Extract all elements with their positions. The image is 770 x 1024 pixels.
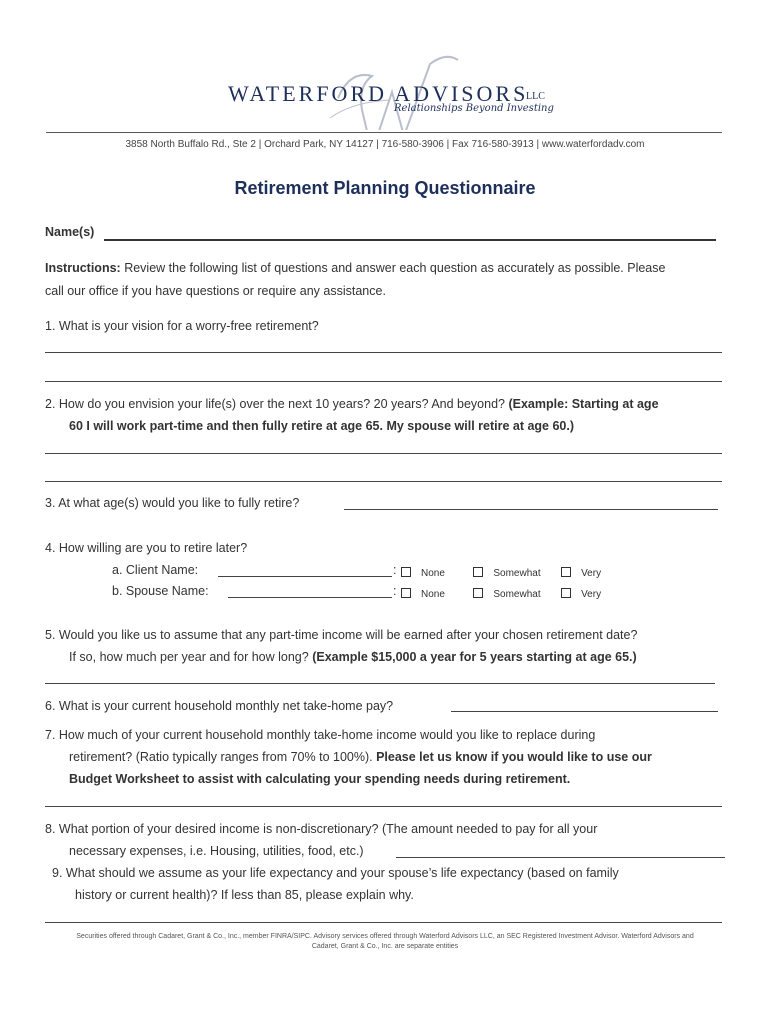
question-5-text: If so, how much per year and for how long?	[69, 650, 309, 664]
name-label: Name(s)	[45, 225, 95, 239]
question-5-line-2	[69, 649, 637, 665]
client-very-checkbox[interactable]	[561, 567, 571, 577]
spouse-somewhat-checkbox[interactable]	[473, 588, 483, 598]
question-7-line-2	[69, 749, 652, 765]
name-input-line[interactable]	[104, 239, 716, 241]
question-2-text: 2. How do you envision your life(s) over the next 10 years? 20 years? And beyond?	[45, 397, 505, 411]
client-somewhat-checkbox[interactable]	[473, 567, 483, 577]
spouse-very-checkbox[interactable]	[561, 588, 571, 598]
question-8-line-2: necessary expenses, i.e. Housing, utilities, food, etc.)	[69, 844, 364, 858]
answer-line-7[interactable]	[45, 806, 722, 807]
client-name-input-line[interactable]	[218, 576, 392, 577]
spouse-name-label: b. Spouse Name:	[112, 584, 209, 598]
spouse-willingness-options	[401, 584, 601, 602]
page-title: Retirement Planning Questionnaire	[234, 178, 536, 198]
question-7-request: Budget Worksheet to assist with calculating your spending needs during retirement.	[69, 772, 571, 786]
brand-tagline: Relationships Beyond Investing	[394, 103, 554, 114]
question-2-line-1	[45, 396, 659, 412]
answer-line-6[interactable]	[451, 711, 718, 712]
question-4: 4. How willing are you to retire later?	[45, 541, 248, 555]
question-8-line-1: 8. What portion of your desired income is non-discretionary? (The amount needed to pay for all your	[45, 822, 598, 836]
client-very-label: Very	[581, 568, 602, 579]
question-7-line-1: 7. How much of your current household monthly take-home income would you like to replace during	[45, 728, 596, 742]
spouse-somewhat-label: Somewhat	[493, 589, 541, 600]
instructions-line-2: call our office if you have questions or require any assistance.	[45, 284, 386, 298]
question-7-request-start: Please let us know if you would like to use our	[376, 750, 652, 764]
spouse-none-label: None	[421, 589, 445, 600]
footer-disclosure-line-2: Cadaret, Grant & Co., Inc. are separate entities	[311, 943, 459, 950]
answer-line-3[interactable]	[344, 509, 718, 510]
question-6: 6. What is your current household monthly net take-home pay?	[45, 699, 394, 713]
spouse-none-checkbox[interactable]	[401, 588, 411, 598]
client-colon: :	[393, 563, 397, 577]
question-2-example: 60 I will work part-time and then fully retire at age 65. My spouse will retire at age 60.)	[69, 419, 575, 433]
client-willingness-options	[401, 563, 601, 581]
footer-disclosure-line-1: Securities offered through Cadaret, Grant & Co., Inc., member FINRA/SIPC. Advisory services offered through Waterford Advisors LLC, an SEC Registered Investment Advisor. Waterford Advisors and	[76, 933, 694, 940]
question-5-line-1: 5. Would you like us to assume that any part-time income will be earned after your chosen retirement date?	[45, 628, 638, 642]
spouse-name-input-line[interactable]	[228, 597, 392, 598]
question-5-example: (Example $15,000 a year for 5 years starting at age 65.)	[312, 650, 637, 664]
answer-line-9[interactable]	[45, 922, 722, 923]
client-none-label: None	[421, 568, 445, 579]
instructions-label: Instructions:	[45, 261, 121, 275]
answer-line-2a[interactable]	[45, 453, 722, 454]
client-name-label: a. Client Name:	[112, 563, 199, 577]
brand-suffix: LLC	[526, 91, 545, 102]
answer-line-1a[interactable]	[45, 352, 722, 353]
brand-name: WATERFORD ADVISORS	[228, 81, 529, 106]
instructions-text: Review the following list of questions and answer each question as accurately as possible. Please	[124, 261, 666, 275]
header-divider	[46, 132, 722, 133]
question-9-line-2: history or current health)? If less than 85, please explain why.	[75, 888, 414, 902]
answer-line-5[interactable]	[45, 683, 715, 684]
question-1: 1. What is your vision for a worry-free retirement?	[45, 319, 319, 333]
instructions-line-1	[45, 260, 665, 276]
answer-line-1b[interactable]	[45, 381, 722, 382]
footer-disclosure	[40, 932, 730, 952]
client-somewhat-label: Somewhat	[493, 568, 541, 579]
question-2-example-start: (Example: Starting at age	[508, 397, 659, 411]
answer-line-8[interactable]	[396, 857, 725, 858]
spouse-colon: :	[393, 584, 397, 598]
office-address: 3858 North Buffalo Rd., Ste 2 | Orchard Park, NY 14127 | 716-580-3906 | Fax 716-580-3913 | www.waterfordadv.com	[125, 139, 645, 150]
client-none-checkbox[interactable]	[401, 567, 411, 577]
question-7-text: retirement? (Ratio typically ranges from 70% to 100%).	[69, 750, 373, 764]
answer-line-2b[interactable]	[45, 481, 722, 482]
question-3: 3. At what age(s) would you like to fully retire?	[45, 496, 300, 510]
spouse-very-label: Very	[581, 589, 602, 600]
question-9-line-1: 9. What should we assume as your life expectancy and your spouse’s life expectancy (based on family	[52, 866, 619, 880]
